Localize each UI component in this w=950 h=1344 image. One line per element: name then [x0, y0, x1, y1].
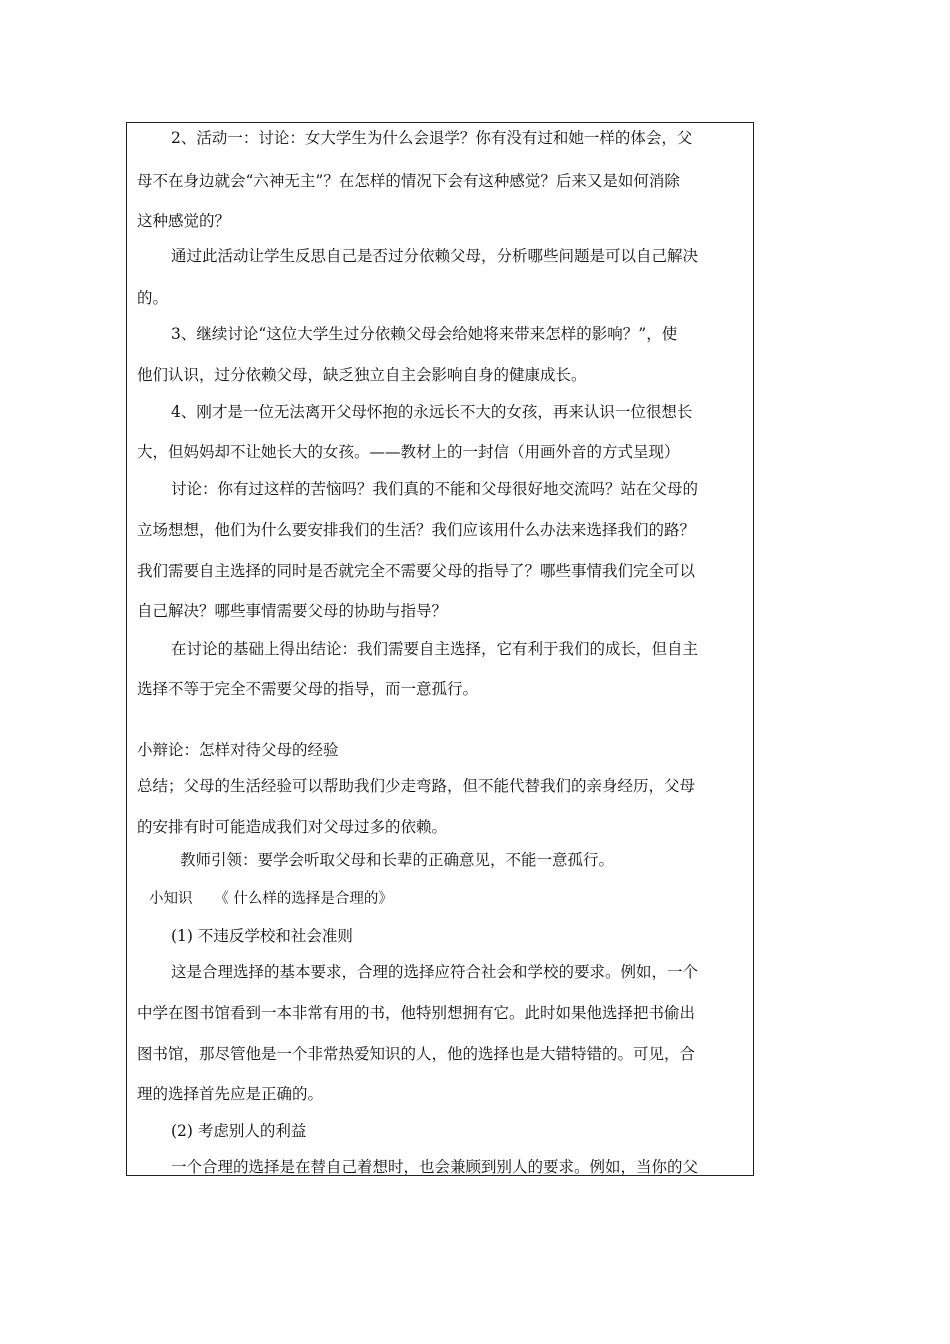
paragraph-line: 图书馆，那尽管他是一个非常热爱知识的人，他的选择也是大错特错的。可见，合 [137, 1045, 696, 1063]
paragraph-line: 选择不等于完全不需要父母的指导，而一意孤行。 [137, 680, 479, 698]
paragraph-line: 的安排有时可能造成我们对父母过多的依赖。 [137, 818, 448, 836]
section-heading: (2) 考虑别人的利益 [171, 1122, 307, 1140]
paragraph-line: 母不在身边就会“六神无主”？在怎样的情况下会有这种感觉？后来又是如何消除 [137, 172, 680, 190]
paragraph-line: 理的选择首先应是正确的。 [137, 1085, 324, 1103]
section-heading: (1) 不违反学校和社会准则 [171, 927, 353, 945]
paragraph-line: 4、刚才是一位无法离开父母怀抱的永远长不大的女孩，再来认识一位很想长 [171, 403, 693, 421]
paragraph-line: 讨论：你有过这样的苦恼吗？我们真的不能和父母很好地交流吗？站在父母的 [171, 480, 699, 498]
paragraph-line: 一个合理的选择是在替自己着想时，也会兼顾到别人的要求。例如，当你的父 [171, 1158, 699, 1176]
paragraph-line: 大，但妈妈却不让她长大的女孩。——教材上的一封信（用画外音的方式呈现） [137, 443, 680, 461]
debate-heading: 小辩论：怎样对待父母的经验 [137, 741, 339, 759]
paragraph-line: 我们需要自主选择的同时是否就完全不需要父母的指导了？哪些事情我们完全可以 [137, 562, 696, 580]
paragraph-line: 的。 [137, 289, 169, 307]
paragraph-line: 在讨论的基础上得出结论：我们需要自主选择，它有利于我们的成长，但自主 [171, 640, 699, 658]
paragraph-line: 2、活动一：讨论：女大学生为什么会退学？你有没有过和她一样的体会，父 [171, 129, 693, 147]
knowledge-heading: 小知识 《 什么样的选择是合理的》 [149, 891, 393, 907]
paragraph-line: 立场想想，他们为什么要安排我们的生活？我们应该用什么办法来选择我们的路？ [137, 521, 696, 539]
paragraph-line: 通过此活动让学生反思自己是否过分依赖父母，分析哪些问题是可以自己解决 [171, 247, 699, 265]
paragraph-line: 这种感觉的？ [137, 212, 231, 230]
teacher-guidance: 教师引领：要学会听取父母和长辈的正确意见，不能一意孤行。 [180, 851, 615, 869]
paragraph-line: 3、继续讨论“这位大学生过分依赖父母会给她将来带来怎样的影响？”，使 [171, 325, 678, 343]
paragraph-line: 他们认识，过分依赖父母，缺乏独立自主会影响自身的健康成长。 [137, 366, 587, 384]
paragraph-line: 这是合理选择的基本要求，合理的选择应符合社会和学校的要求。例如，一个 [171, 963, 699, 981]
paragraph-line: 中学在图书馆看到一本非常有用的书，他特别想拥有它。此时如果他选择把书偷出 [137, 1004, 696, 1022]
paragraph-line: 总结；父母的生活经验可以帮助我们少走弯路，但不能代替我们的亲身经历，父母 [137, 777, 696, 795]
paragraph-line: 自己解决？哪些事情需要父母的协助与指导？ [137, 602, 448, 620]
